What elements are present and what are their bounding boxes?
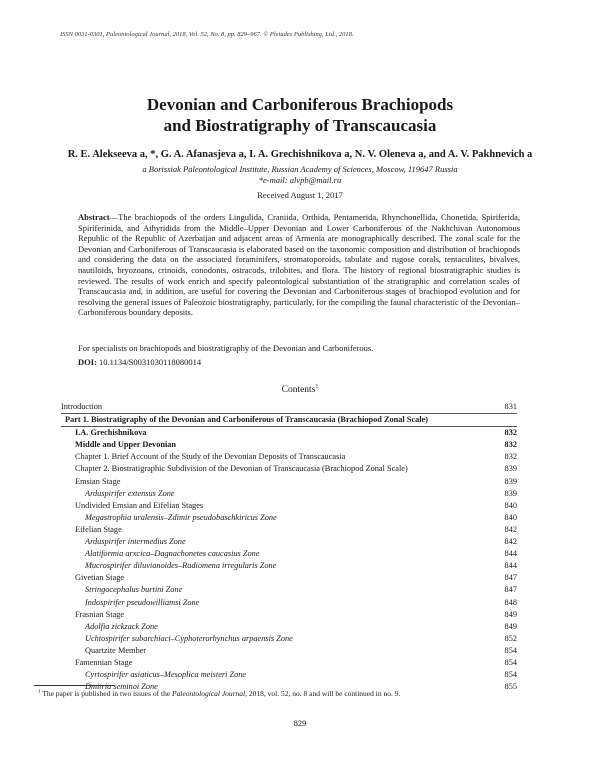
toc-entry-page: 840: [504, 512, 517, 522]
toc-row: [61, 584, 517, 596]
toc-entry-page: 844: [504, 561, 517, 571]
toc-row: [61, 536, 517, 548]
toc-row: [61, 597, 517, 609]
footnote-journal: Paleontological Journal: [172, 689, 246, 698]
toc-entry-label: Frasnian Stage: [75, 609, 125, 619]
abstract-text: —The brachiopods of the orders Lingulida, Craniida, Orthida, Pentamerida, Rhynchonellida, Chonetida, Spiriferida, Spiriferinida, and Athyridida from the Middle–Upper Devonian and Lower Carboniferous of the Nakhchivan Autonomous Republic of the Republic of Azerbaijan and adjacent areas of Armenia are monographically described. The zonal scale for the Devonian and Carboniferous of Transcaucasia is elaborated based on the taxonomic composition and distribution of brachiopods and considering the data on the associated foraminifers, stromatoporoids, tabulate and rugose corals, tentaculites, bivalves, nautiloids, bryozoans, crinoids, conodonts, ostracods, trilobites, and flora. The history of regional biostratigraphic studies is reviewed. The results of work enrich and specify paleontological substantiation of the stratigraphic and correlation scales of Transcaucasia and, in addition, are useful for covering the Devonian and Carboniferous stages of brachiopod evolution and for resolving the general issues of Paleozoic biostratigraphy, particularly, for the compiling the faunal characteristic of the Devonian–Carboniferous boundary deposits.: [78, 212, 520, 318]
doi-label: DOI:: [78, 357, 97, 367]
toc-row: [61, 439, 517, 451]
toc-entry-page: 842: [504, 524, 517, 534]
toc-entry-page: 849: [504, 621, 517, 631]
affiliation: [60, 164, 540, 186]
toc-entry-label: Megastrophia uralensis–Zdimir pseudobaschkiricus Zone: [85, 512, 277, 522]
toc-entry-label: Arduspirifer extensus Zone: [85, 488, 175, 498]
toc-entry-label: Adolfia zickzack Zone: [85, 621, 158, 631]
toc-row: [61, 572, 517, 584]
toc-row: [61, 669, 517, 681]
toc-row: [61, 560, 517, 572]
toc-row: [61, 401, 517, 413]
toc-entry-page: 839: [504, 464, 517, 474]
toc-row: [61, 413, 517, 427]
page-number: 829: [293, 718, 307, 728]
toc-row: [61, 500, 517, 512]
toc-entry-page: 847: [504, 585, 517, 595]
toc-entry-label: Cyrtospirifer asiaticus–Mesoplica meisteri Zone: [85, 670, 247, 680]
toc-row: [61, 609, 517, 621]
toc-entry-page: 832: [504, 440, 517, 450]
toc-entry-label: Eifelian Stage: [75, 524, 122, 534]
toc-entry-label: Chapter 1. Brief Account of the Study of the Devonian Deposits of Transcaucasia: [75, 452, 346, 462]
table-of-contents: [61, 401, 517, 693]
toc-row: [61, 645, 517, 657]
toc-entry-label: Part 1. Biostratigraphy of the Devonian and Carboniferous of Transcaucasia (Brachiopod Zonal Scale): [65, 415, 429, 425]
journal-citation: ISSN 0031-0301, Paleontological Journal, 2018, Vol. 52, No. 8, pp. 829–967. © Pleiades Publishing, Ltd., 2018.: [60, 31, 354, 38]
toc-entry-label: Dmitria seminoi Zone: [85, 682, 158, 692]
toc-entry-page: 840: [504, 500, 517, 510]
toc-entry-label: Arduspirifer intermedius Zone: [85, 537, 186, 547]
toc-entry-page: 831: [504, 402, 517, 411]
toc-entry-page: 852: [504, 633, 517, 643]
toc-entry-page: 847: [504, 573, 517, 583]
abstract: [78, 212, 520, 318]
toc-entry-label: Famennian Stage: [75, 657, 133, 667]
toc-entry-page: 854: [504, 645, 517, 655]
toc-entry-label: Introduction: [61, 402, 103, 411]
authors: R. E. Alekseeva a, *, G. A. Afanasjeva a, I. A. Grechishnikova a, N. V. Oleneva a, and A. V. Pakhnevich a: [67, 149, 533, 160]
article-title-line-2: and Biostratigraphy of Transcaucasia: [163, 116, 437, 135]
contents-heading: [60, 384, 540, 395]
toc-entry-label: Indospirifer pseudowilliamsi Zone: [85, 597, 200, 607]
toc-entry-label: Chapter 2. Biostratigraphic Subdivision of the Devonian of Transcaucasia (Brachiopod Zonal Scale): [75, 464, 408, 474]
footnote-text-before: The paper is published in two issues of the: [42, 689, 173, 698]
toc-entry-page: 854: [504, 657, 517, 667]
footnote-mark: 1: [38, 689, 41, 695]
toc-entry-label: Givetian Stage: [75, 573, 125, 583]
contents-footnote-mark: 1: [315, 384, 319, 390]
toc-entry-label: Quartzite Member: [85, 645, 147, 655]
toc-row: [61, 633, 517, 645]
toc-row: [61, 488, 517, 500]
toc-row: [61, 621, 517, 633]
toc-entry-page: 832: [504, 428, 517, 438]
received-date: Received August 1, 2017: [257, 190, 343, 200]
abstract-label: Abstract: [78, 212, 110, 222]
toc-row: [61, 476, 517, 488]
toc-entry-label: Emsian Stage: [75, 476, 121, 486]
footnote: [38, 689, 400, 698]
toc-entry-label: Alatiformia arxcica–Dagnachonetes caucasius Zone: [85, 549, 260, 559]
toc-entry-label: I.A. Grechishnikova: [75, 428, 147, 438]
toc-entry-label: Middle and Upper Devonian: [75, 440, 177, 450]
toc-entry-page: 842: [504, 537, 517, 547]
article-title-line-1: Devonian and Carboniferous Brachiopods: [146, 95, 454, 114]
toc-entry-page: 848: [504, 597, 517, 607]
doi: [78, 357, 201, 367]
toc-row: [61, 427, 517, 439]
toc-entry-label: Uchtospirifer subarchiaci–Cyphoterorhynchus arpaensis Zone: [85, 633, 293, 643]
toc-row: [61, 451, 517, 463]
contact-email: *e-mail: alvpb@mail.ru: [258, 175, 342, 185]
toc-row: [61, 512, 517, 524]
toc-entry-page: 854: [504, 670, 517, 680]
footnote-text-after: , 2018, vol. 52, no. 8 and will be continued in no. 9.: [245, 689, 401, 698]
toc-row: [61, 657, 517, 669]
toc-row: [61, 548, 517, 560]
toc-entry-page: 839: [504, 476, 517, 486]
toc-entry-page: 844: [504, 549, 517, 559]
affiliation-institution: a Borissiak Paleontological Institute, Russian Academy of Sciences, Moscow, 119647 Russia: [142, 164, 458, 174]
toc-entry-page: 849: [504, 609, 517, 619]
contents-title: Contents: [281, 385, 316, 396]
toc-entry-label: Mucrospirifer diluvianoides–Radiomena irregularis Zone: [85, 561, 277, 571]
toc-entry-page: 839: [504, 488, 517, 498]
toc-entry-label: Undivided Emsian and Eifelian Stages: [75, 500, 204, 510]
toc-entry-page: 855: [504, 682, 517, 692]
toc-entry-label: Stringocephalus burtini Zone: [85, 585, 183, 595]
toc-entry-page: 832: [504, 452, 517, 462]
footnote-divider: [34, 685, 114, 686]
toc-row: [61, 524, 517, 536]
doi-value: 10.1134/S0031030118080014: [99, 357, 202, 367]
toc-row: [61, 463, 517, 475]
audience-note: For specialists on brachiopods and biostratigraphy of the Devonian and Carboniferous.: [78, 343, 374, 353]
